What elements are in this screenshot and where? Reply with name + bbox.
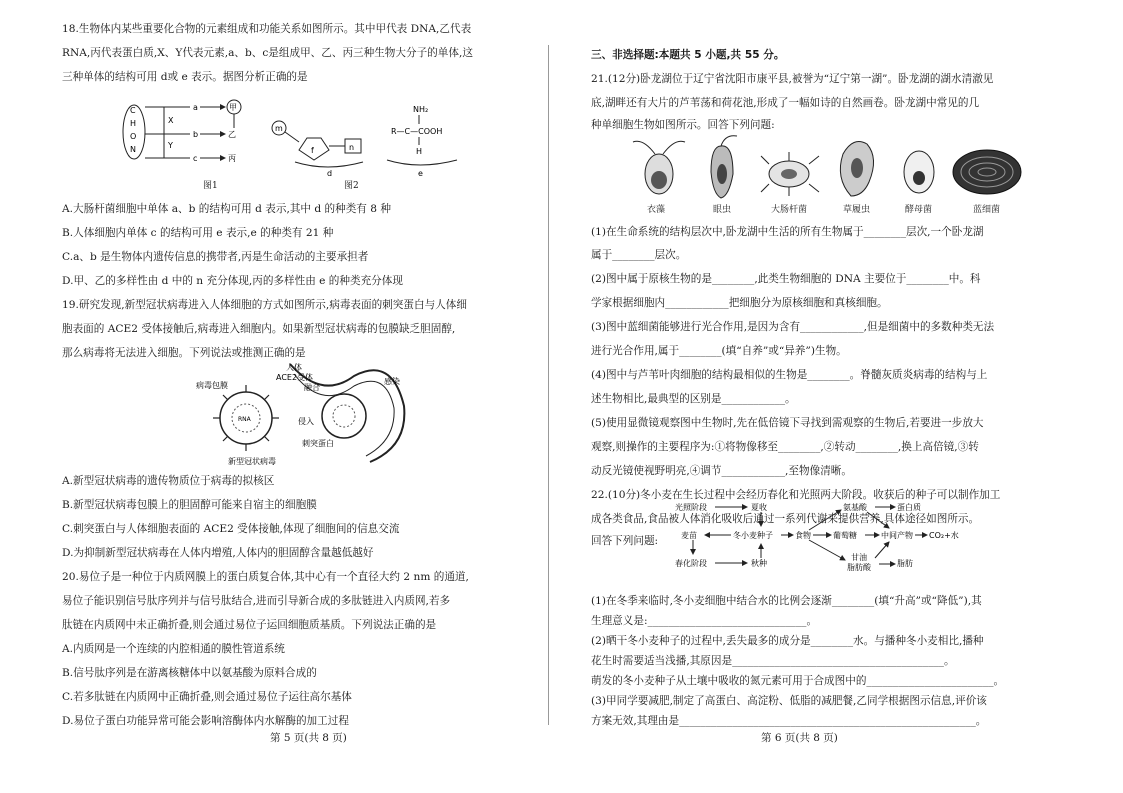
q21-part-2b: 学家根据细胞内____________把细胞分为原核细胞和真核细胞。 <box>591 297 888 309</box>
page-6-footer: 第 6 页(共 8 页) <box>761 732 838 744</box>
cyanobacteria-illustration <box>953 150 1021 194</box>
organism-yeast: 酵母菌 <box>905 205 933 215</box>
q18-stem-3: 三种单体的结构可用 d或 e 表示。据图分析正确的是 <box>62 71 308 83</box>
q18-stem-1: 18.生物体内某些重要化合物的元素组成和功能关系如图所示。其中甲代表 DNA,乙代表 <box>62 23 472 35</box>
q22-part-1b: 生理意义是:______________________________。 <box>591 615 818 627</box>
ecoli-illustration <box>761 152 819 196</box>
q19-option-c: C.刺突蛋白与人体细胞表面的 ACE2 受体接触,体现了细胞间的信息交流 <box>62 523 400 535</box>
q20-option-c: C.若多肽链在内质网中正确折叠,则会通过易位子运往高尔基体 <box>62 691 352 703</box>
node-fatty-acid: 脂肪酸 <box>847 563 871 572</box>
node-protein: 蛋白质 <box>897 503 921 512</box>
node-glycerol: 甘油 <box>851 553 867 562</box>
q21-stem-3: 种单细胞生物如图所示。回答下列问题: <box>591 119 775 131</box>
element-h: H <box>130 119 137 128</box>
amino-formula: R—C—COOH <box>391 127 443 136</box>
q19-virus-figure <box>194 360 424 468</box>
node-food: 食物 <box>795 531 811 540</box>
label-f: f <box>311 146 314 155</box>
organism-chlamydomonas: 衣藻 <box>647 205 666 215</box>
label-human: 人体 <box>286 363 302 372</box>
q19-option-d: D.为抑制新型冠状病毒在人体内增殖,人体内的胆固醇含量越低越好 <box>62 547 374 559</box>
organism-euglena: 眼虫 <box>713 205 732 215</box>
q21-part-2a: (2)图中属于原核生物的是________,此类生物细胞的 DNA 主要位于________中。科 <box>591 273 981 285</box>
label-spike: 刺突蛋白 <box>302 439 334 448</box>
q22-stem-2: 成各类食品,食品被人体消化吸收后通过一系列代谢来提供营养,具体途径如图所示。 <box>591 513 980 525</box>
q21-part-3a: (3)图中蓝细菌能够进行光合作用,是因为含有____________,但是细菌中的多数种类无法 <box>591 321 995 333</box>
node-amino-acid: 氨基酸 <box>843 503 867 512</box>
q18-figure-2 <box>267 100 467 178</box>
label-n: n <box>349 143 355 152</box>
label-ace2: ACE2受体 <box>276 373 314 382</box>
q19-stem-2: 胞表面的 ACE2 受体接触后,病毒进入细胞内。如果新型冠状病毒的包膜缺乏胆固醇, <box>62 323 456 335</box>
q19-stem-3: 那么病毒将无法进入细胞。下列说法或推测正确的是 <box>62 347 306 359</box>
element-n: N <box>130 145 136 154</box>
q18-option-a: A.大肠杆菌细胞中单体 a、b 的结构可用 d 表示,其中 d 的种类有 8 种 <box>62 203 391 215</box>
chlamydomonas-illustration <box>633 141 685 194</box>
element-c: C <box>130 106 136 115</box>
q21-part-4a: (4)图中与芦苇叶肉细胞的结构最相似的生物是________。脊髓灰质炎病毒的结构与上 <box>591 369 988 381</box>
q18-option-b: B.人体细胞内单体 c 的结构可用 e 表示,e 的种类有 21 种 <box>62 227 334 239</box>
label-d: d <box>327 169 333 178</box>
q22-stem-3: 回答下列问题: <box>591 535 659 547</box>
organism-cyanobacteria: 蓝细菌 <box>973 205 1001 215</box>
element-o: O <box>130 132 137 141</box>
q18-option-c: C.a、b 是生物体内遗传信息的携带者,丙是生命活动的主要承担者 <box>62 251 369 263</box>
label-a: a <box>193 103 198 112</box>
q21-part-5c: 动反光镜使视野明亮,④调节____________,至物像清晰。 <box>591 465 852 477</box>
yeast-illustration <box>904 151 934 193</box>
q21-part-5a: (5)使用显微镜观察图中生物时,先在低倍镜下寻找到需观察的生物后,若要进一步放大 <box>591 417 984 429</box>
label-yi: 乙 <box>228 130 236 139</box>
node-glucose: 葡萄糖 <box>833 531 857 540</box>
page-5-footer: 第 5 页(共 8 页) <box>270 732 347 744</box>
q22-part-3b: 方案无效,其理由是________________________________________________________。 <box>591 715 987 727</box>
q21-part-1b: 属于________层次。 <box>591 249 687 261</box>
q22-part-2c: 萌发的冬小麦种子从土壤中吸收的氮元素可用于合成图中的________________________。 <box>591 675 1005 687</box>
q19-stem-1: 19.研究发现,新型冠状病毒进入人体细胞的方式如图所示,病毒表面的刺突蛋白与人体细 <box>62 299 467 311</box>
q21-part-4b: 述生物相比,最典型的区别是____________。 <box>591 393 796 405</box>
node-seedling: 麦苗 <box>681 531 697 540</box>
q22-part-1a: (1)在冬季来临时,冬小麦细胞中结合水的比例会逐渐________(填“升高”或“降低”),其 <box>591 595 982 607</box>
organism-ecoli: 大肠杆菌 <box>771 205 808 215</box>
label-h: H <box>416 147 423 156</box>
fig2-caption: 图2 <box>344 181 359 191</box>
node-summer-harvest: 夏收 <box>751 503 767 512</box>
node-fat: 脂肪 <box>897 559 913 568</box>
label-infect: 感染 <box>384 377 400 386</box>
node-winter-wheat-seed: 冬小麦种子 <box>733 531 773 540</box>
q21-organisms-figure <box>629 134 1029 206</box>
q21-stem-1: 21.(12分)卧龙湖位于辽宁省沈阳市康平县,被誉为“辽宁第一湖”。卧龙湖的湖水清澈见 <box>591 73 994 85</box>
q19-option-b: B.新型冠状病毒包膜上的胆固醇可能来自宿主的细胞膜 <box>62 499 317 511</box>
q20-option-d: D.易位子蛋白功能异常可能会影响溶酶体内水解酶的加工过程 <box>62 715 349 727</box>
label-y: Y <box>168 141 173 150</box>
q22-part-3a: (3)甲同学要减肥,制定了高蛋白、高淀粉、低脂的减肥餐,乙同学根据图示信息,评价该 <box>591 695 987 707</box>
q19-option-a: A.新型冠状病毒的遗传物质位于病毒的拟核区 <box>62 475 275 487</box>
q22-stem-1: 22.(10分)冬小麦在生长过程中会经历春化和光照两大阶段。收获后的种子可以制作加工 <box>591 489 1001 501</box>
label-virus: 新型冠状病毒 <box>228 457 276 466</box>
label-bing: 丙 <box>228 154 236 163</box>
q21-part-1a: (1)在生命系统的结构层次中,卧龙湖中生活的所有生物属于________层次,一个卧龙湖 <box>591 226 984 238</box>
fig1-caption: 图1 <box>203 181 218 191</box>
q18-stem-2: RNA,丙代表蛋白质,X、Y代表元素,a、b、c是组成甲、乙、丙三种生物大分子的单体,这 <box>62 47 473 59</box>
q20-stem-3: 肽链在内质网中未正确折叠,则会通过易位子运回细胞质基质。下列说法正确的是 <box>62 619 437 631</box>
label-c: c <box>193 154 198 163</box>
paramecium-illustration <box>840 142 873 196</box>
node-intermediate: 中间产物 <box>881 531 913 540</box>
q20-option-a: A.内质网是一个连续的内腔相通的膜性管道系统 <box>62 643 285 655</box>
q21-part-5b: 观察,则操作的主要程序为:①将物像移至________,②转动________,换上高倍镜,③转 <box>591 441 979 453</box>
euglena-illustration <box>711 136 737 198</box>
node-co2-water: CO₂+水 <box>929 531 959 540</box>
q20-stem-1: 20.易位子是一种位于内质网膜上的蛋白质复合体,其中心有一个直径大约 2 nm 的通道, <box>62 571 469 583</box>
q22-part-2a: (2)晒干冬小麦种子的过程中,丢失最多的成分是________水。与播种冬小麦相比,播种 <box>591 635 984 647</box>
q21-stem-2: 底,湖畔还有大片的芦苇荡和荷花池,形成了一幅如诗的自然画卷。卧龙湖中常见的几 <box>591 97 980 109</box>
page-divider <box>548 45 549 725</box>
label-b: b <box>193 130 199 139</box>
organism-paramecium: 草履虫 <box>843 205 871 215</box>
label-x: X <box>168 116 174 125</box>
label-envelope: 病毒包膜 <box>196 381 228 390</box>
q22-part-2b: 花生时需要适当浅播,其原因是________________________________________。 <box>591 655 955 667</box>
node-light-stage: 光照阶段 <box>675 503 707 512</box>
label-nh2: NH₂ <box>413 105 429 114</box>
virus-rna-label: RNA <box>238 416 251 423</box>
label-m: m <box>275 124 283 133</box>
label-invade: 侵入 <box>298 417 314 426</box>
q22-pathway-diagram <box>675 496 975 588</box>
section-heading: 三、非选择题:本题共 5 小题,共 55 分。 <box>591 49 785 61</box>
label-jia: 甲 <box>229 103 237 112</box>
q20-option-b: B.信号肽序列是在游离核糖体中以氨基酸为原料合成的 <box>62 667 317 679</box>
q20-stem-2: 易位子能识别信号肽序列并与信号肽结合,进而引导新合成的多肽链进入内质网,若多 <box>62 595 451 607</box>
label-fusion: 融合 <box>304 383 320 392</box>
q18-figure-1 <box>120 92 260 178</box>
q18-option-d: D.甲、乙的多样性由 d 中的 n 充分体现,丙的多样性由 e 的种类充分体现 <box>62 275 403 287</box>
label-e: e <box>418 169 423 178</box>
q21-part-3b: 进行光合作用,属于________(填“自养”或“异养”)生物。 <box>591 345 847 357</box>
node-autumn-sowing: 秋种 <box>751 559 767 568</box>
node-vernalization: 春化阶段 <box>675 559 707 568</box>
